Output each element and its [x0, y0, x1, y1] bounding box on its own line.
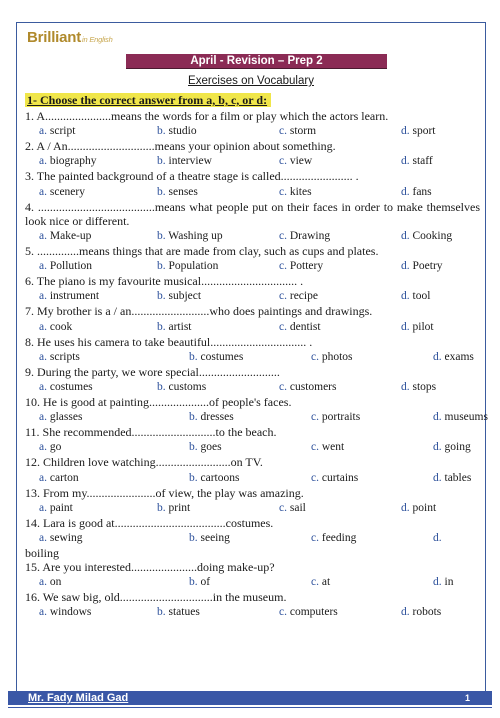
question-text: 16. We saw big, old...............................in the museum. [25, 590, 287, 605]
option-letter: c. [311, 411, 319, 424]
option-letter: b. [157, 185, 166, 198]
option-d[interactable] [401, 501, 436, 515]
option-letter: b. [157, 381, 166, 394]
option-letter: c. [279, 606, 287, 619]
option-text: interview [168, 155, 212, 168]
option-b[interactable] [157, 605, 200, 619]
option-text: pilot [412, 320, 434, 333]
question-9 [25, 365, 480, 395]
question-3 [25, 169, 480, 199]
answer-options [25, 439, 480, 455]
option-letter: b. [189, 350, 198, 363]
option-b[interactable] [157, 320, 192, 334]
option-letter: d. [401, 260, 410, 273]
question-text: 11. She recommended............................to the beach. [25, 425, 277, 440]
option-letter: a. [39, 260, 47, 273]
brand-name: Brilliant [27, 29, 82, 46]
option-a[interactable] [39, 605, 91, 619]
question-12 [25, 455, 480, 485]
option-a[interactable] [39, 575, 61, 589]
option-text: carton [49, 471, 79, 484]
option-c[interactable] [279, 185, 312, 199]
option-text: in [444, 576, 454, 589]
question-text: 8. He uses his camera to take beautiful................................ . [25, 334, 313, 349]
question-11 [25, 425, 480, 455]
option-text: paint [49, 501, 73, 514]
option-letter: c. [311, 471, 319, 484]
option-letter: d. [401, 320, 410, 333]
option-text: statues [168, 606, 200, 619]
option-d-continued: boiling [25, 546, 60, 561]
option-text: Washing up [168, 230, 223, 243]
option-d[interactable] [433, 575, 453, 589]
option-b[interactable] [157, 501, 190, 515]
brand-logo [27, 29, 113, 46]
option-letter: d. [401, 155, 410, 168]
question-6 [25, 274, 480, 304]
question-text: 10. He is good at painting....................of people's faces. [25, 395, 292, 410]
option-a[interactable] [39, 185, 85, 199]
option-text: curtains [321, 471, 359, 484]
option-d[interactable] [401, 605, 441, 619]
option-letter: c. [279, 290, 287, 303]
answer-options [25, 228, 480, 244]
option-letter: c. [311, 350, 319, 363]
question-text: 3. The painted background of a theatre stage is called........................ . [25, 169, 359, 184]
option-text: scripts [49, 350, 80, 363]
option-d[interactable] [401, 380, 436, 394]
option-d[interactable] [401, 124, 436, 138]
option-text: scenery [49, 185, 85, 198]
option-letter: d. [401, 501, 410, 514]
option-letter: d. [433, 441, 442, 454]
option-c[interactable] [311, 410, 360, 424]
option-d[interactable] [433, 531, 442, 545]
option-a[interactable] [39, 410, 82, 424]
option-c[interactable] [311, 531, 356, 545]
option-letter: b. [157, 260, 166, 273]
option-d[interactable] [401, 154, 433, 168]
option-letter: c. [279, 155, 287, 168]
option-letter: b. [189, 576, 198, 589]
option-letter: b. [157, 320, 166, 333]
option-b[interactable] [189, 471, 239, 485]
option-b[interactable] [189, 410, 234, 424]
answer-options [25, 288, 480, 304]
option-text: artist [168, 320, 192, 333]
option-d[interactable] [401, 185, 432, 199]
option-c[interactable] [311, 471, 358, 485]
option-letter: a. [39, 320, 47, 333]
option-text: glasses [49, 411, 83, 424]
answer-options [25, 530, 480, 546]
question-5 [25, 244, 480, 274]
option-letter: d. [433, 576, 442, 589]
option-text: staff [412, 155, 433, 168]
option-c[interactable] [279, 124, 316, 138]
option-letter: b. [157, 230, 166, 243]
option-letter: d. [401, 125, 410, 138]
option-letter: a. [39, 576, 47, 589]
question-list [25, 109, 488, 620]
option-letter: b. [157, 501, 166, 514]
option-c[interactable] [311, 440, 344, 454]
answer-options [25, 470, 480, 486]
option-text: recipe [289, 290, 318, 303]
option-text: computers [289, 606, 338, 619]
answer-options [25, 349, 480, 365]
option-c[interactable] [279, 259, 323, 273]
option-a[interactable] [39, 380, 93, 394]
option-d[interactable] [401, 289, 430, 303]
option-letter: a. [39, 155, 47, 168]
option-text: Pottery [289, 260, 324, 273]
option-text: on [49, 576, 62, 589]
option-letter: a. [39, 350, 47, 363]
option-text: stops [412, 381, 437, 394]
brand-sub: in English [82, 35, 113, 44]
option-a[interactable] [39, 320, 72, 334]
question-8 [25, 335, 480, 365]
option-c[interactable] [279, 501, 306, 515]
option-text: going [444, 441, 471, 454]
option-letter: c. [311, 441, 319, 454]
option-letter: b. [189, 411, 198, 424]
option-letter: c. [279, 260, 287, 273]
question-text: 14. Lara is good at.....................................costumes. [25, 515, 274, 530]
option-text: biography [49, 155, 97, 168]
answer-options [25, 379, 480, 395]
option-text: photos [321, 350, 353, 363]
question-text: 12. Children love watching.........................on TV. [25, 455, 263, 470]
option-letter: a. [39, 411, 47, 424]
option-text: view [289, 155, 313, 168]
option-text: sport [412, 125, 436, 138]
question-15 [25, 560, 480, 590]
option-text: at [321, 576, 331, 589]
question-1 [25, 109, 480, 139]
option-c[interactable] [279, 154, 312, 168]
option-text: windows [49, 606, 92, 619]
option-b[interactable] [157, 380, 206, 394]
option-text: Pollution [49, 260, 93, 273]
option-text: print [168, 501, 191, 514]
option-letter: d. [433, 532, 442, 545]
option-text: dresses [200, 411, 234, 424]
option-text: point [412, 501, 437, 514]
option-c[interactable] [279, 320, 321, 334]
option-letter: c. [311, 576, 319, 589]
option-letter: d. [401, 185, 410, 198]
option-letter: b. [157, 290, 166, 303]
option-letter: c. [279, 185, 287, 198]
option-a[interactable] [39, 350, 80, 364]
exercise-subtitle: Exercises on Vocabulary [188, 75, 314, 87]
answer-options [25, 153, 480, 169]
option-text: Make-up [49, 230, 92, 243]
option-text: senses [168, 185, 198, 198]
option-letter: d. [401, 606, 410, 619]
option-text: tables [444, 471, 472, 484]
option-b[interactable] [157, 289, 201, 303]
option-text: seeing [200, 532, 230, 545]
option-letter: a. [39, 125, 47, 138]
option-letter: d. [433, 471, 442, 484]
option-c[interactable] [311, 350, 353, 364]
option-b[interactable] [189, 575, 210, 589]
option-letter: a. [39, 606, 47, 619]
option-c[interactable] [279, 289, 318, 303]
option-letter: d. [401, 230, 410, 243]
option-a[interactable] [39, 471, 79, 485]
option-d[interactable] [401, 320, 434, 334]
answer-options [25, 319, 480, 335]
question-13 [25, 486, 480, 516]
footer-bar [8, 691, 492, 705]
question-text: 2. A / An.............................means your opinion about something. [25, 139, 336, 154]
answer-options [25, 574, 480, 590]
option-d[interactable] [433, 350, 474, 364]
question-text: 7. My brother is a / an..........................who does paintings and drawings. [25, 304, 373, 319]
option-text: sail [289, 501, 306, 514]
option-b[interactable] [157, 154, 212, 168]
question-text: 6. The piano is my favourite musical................................ . [25, 274, 304, 289]
option-letter: a. [39, 230, 47, 243]
option-text: subject [168, 290, 202, 303]
answer-options [25, 500, 480, 516]
option-letter: a. [39, 185, 47, 198]
option-text: museums [444, 411, 488, 424]
question-10 [25, 395, 488, 425]
option-b[interactable] [189, 350, 243, 364]
answer-options [25, 184, 480, 200]
option-a[interactable] [39, 440, 61, 454]
option-letter: b. [189, 471, 198, 484]
footer-rule [8, 707, 492, 708]
option-text: cartoons [200, 471, 240, 484]
option-text: fans [412, 185, 432, 198]
question-14 [25, 516, 480, 560]
option-b[interactable] [157, 185, 198, 199]
answer-options [25, 409, 488, 425]
question-text: 9. During the party, we wore special........................... [25, 364, 280, 379]
option-letter: b. [157, 606, 166, 619]
option-d[interactable] [433, 440, 471, 454]
answer-options [25, 123, 480, 139]
option-text: Population [168, 260, 219, 273]
option-a[interactable] [39, 154, 97, 168]
question-text: 1. A......................means the words for a film or play which the actors learn. [25, 109, 389, 123]
option-text: go [49, 441, 62, 454]
option-text: Poetry [412, 260, 443, 273]
option-text: feeding [321, 532, 357, 545]
question-text: 4. .......................................means what people put on their faces in order to make themselves look nice or different. [25, 199, 480, 228]
question-7 [25, 304, 480, 334]
option-a[interactable] [39, 531, 82, 545]
option-text: storm [289, 125, 317, 138]
option-d[interactable] [433, 471, 471, 485]
option-letter: a. [39, 381, 47, 394]
option-letter: c. [279, 230, 287, 243]
option-letter: d. [401, 381, 410, 394]
question-2 [25, 139, 480, 169]
option-b[interactable] [157, 124, 197, 138]
title-banner: April - Revision – Prep 2 [126, 54, 387, 69]
option-c[interactable] [279, 380, 337, 394]
option-c[interactable] [279, 229, 330, 243]
option-letter: b. [157, 155, 166, 168]
author-name: Mr. Fady Milad Gad [28, 692, 129, 704]
worksheet-page [16, 22, 486, 698]
option-text: customs [168, 381, 207, 394]
option-d[interactable] [401, 229, 452, 243]
option-text: robots [412, 606, 442, 619]
option-letter: b. [157, 125, 166, 138]
option-letter: c. [279, 320, 287, 333]
option-text: sewing [49, 532, 83, 545]
option-a[interactable] [39, 289, 99, 303]
option-a[interactable] [39, 501, 73, 515]
option-b[interactable] [189, 531, 230, 545]
answer-options [25, 258, 480, 274]
option-a[interactable] [39, 124, 75, 138]
option-c[interactable] [279, 605, 338, 619]
option-text: kites [289, 185, 312, 198]
question-16 [25, 590, 480, 620]
option-text: studio [168, 125, 197, 138]
instruction-heading: 1- Choose the correct answer from a, b, c, or d: [25, 93, 271, 107]
option-letter: d. [433, 411, 442, 424]
option-c[interactable] [311, 575, 330, 589]
option-letter: a. [39, 290, 47, 303]
option-letter: b. [189, 532, 198, 545]
option-letter: d. [401, 290, 410, 303]
option-d[interactable] [401, 259, 443, 273]
option-letter: c. [311, 532, 319, 545]
option-letter: a. [39, 532, 47, 545]
option-letter: a. [39, 441, 47, 454]
option-text: tool [412, 290, 431, 303]
option-text: script [49, 125, 76, 138]
option-text: costumes [49, 381, 93, 394]
option-letter: b. [189, 441, 198, 454]
option-letter: d. [433, 350, 442, 363]
option-b[interactable] [189, 440, 222, 454]
question-4 [25, 200, 480, 244]
question-text: 5. ..............means things that are made from clay, such as cups and plates. [25, 244, 379, 259]
page-number: 1 [464, 693, 470, 703]
option-b[interactable] [157, 229, 223, 243]
option-text: portraits [321, 411, 361, 424]
question-text: 15. Are you interested......................doing make-up? [25, 560, 275, 575]
option-text: exams [444, 350, 474, 363]
option-letter: c. [279, 381, 287, 394]
option-text: of [200, 576, 211, 589]
option-text: went [321, 441, 345, 454]
option-text: dentist [289, 320, 321, 333]
option-text: goes [200, 441, 222, 454]
option-text: Drawing [289, 230, 331, 243]
question-text: 13. From my.......................of view, the play was amazing. [25, 485, 304, 500]
option-text: customers [289, 381, 337, 394]
option-text: cook [49, 320, 73, 333]
option-letter: a. [39, 471, 47, 484]
option-b[interactable] [157, 259, 218, 273]
option-letter: c. [279, 125, 287, 138]
option-letter: c. [279, 501, 287, 514]
answer-options [25, 604, 480, 620]
option-text: costumes [200, 350, 244, 363]
option-text: instrument [49, 290, 100, 303]
option-text: Cooking [412, 230, 453, 243]
option-letter: a. [39, 501, 47, 514]
option-a[interactable] [39, 259, 92, 273]
option-a[interactable] [39, 229, 91, 243]
option-d[interactable] [433, 410, 488, 424]
